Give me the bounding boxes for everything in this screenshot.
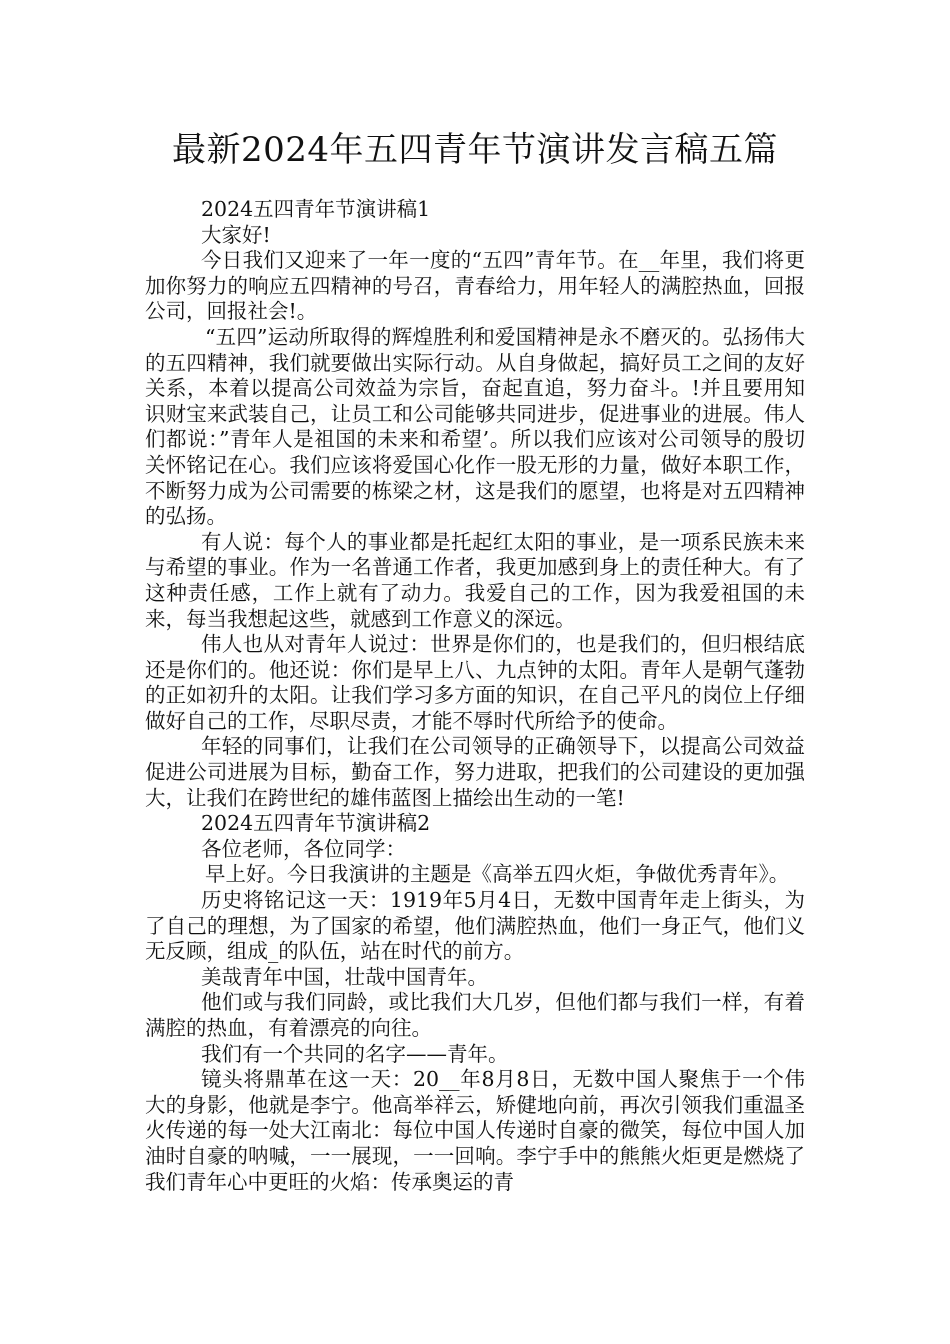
document-title: 最新2024年五四青年节演讲发言稿五篇 xyxy=(171,130,779,170)
paragraph: 镜头将鼎革在这一天：20__年8月8日，无数中国人聚焦于一个伟大的身影，他就是李宁。他高举祥云，矫健地向前，再次引领我们重温圣火传递的每一处大江南北：每位中国人传递时自豪的微笑，每位中国人加油时自豪的呐喊，一一展现，一一回响。李宁手中的熊熊火炬更是燃烧了我们青年心中更旺的火焰：传承奥运的青 xyxy=(145,1067,805,1194)
paragraph: 我们有一个共同的名字——青年。 xyxy=(201,1041,509,1066)
paragraph: 早上好。今日我演讲的主题是《高举五四火炬，争做优秀青年》。 xyxy=(205,862,790,887)
paragraph: 年轻的同事们，让我们在公司领导的正确领导下，以提高公司效益促进公司进展为目标，勤奋工作，努力进取，把我们的公司建设的更加强大，让我们在跨世纪的雄伟蓝图上描绘出生动的一笔! xyxy=(145,734,805,810)
paragraph-greeting-1: 大家好! xyxy=(201,222,271,247)
paragraph: 今日我们又迎来了一年一度的“五四”青年节。在__年里，我们将更加你努力的响应五四精神的号召，青春给力，用年轻人的满腔热血，回报公司，回报社会!。 xyxy=(145,248,805,324)
document-body xyxy=(145,197,805,1195)
paragraph: “五四”运动所取得的辉煌胜利和爱国精神是永不磨灭的。弘扬伟大的五四精神，我们就要做出实际行动。从自身做起，搞好员工之间的友好关系，本着以提高公司效益为宗旨，奋起直追，努力奋斗。!并且要用知识财宝来武装自己，让员工和公司能够共同进步，促进事业的进展。伟人们都说：”青年人是祖国的未来和希望’。所以我们应该对公司领导的殷切关怀铭记在心。我们应该将爱国心化作一股无形的力量，做好本职工作，不断努力成为公司需要的栋梁之材，这是我们的愿望，也将是对五四精神的弘扬。 xyxy=(145,324,805,529)
paragraph-greeting-2: 各位老师，各位同学： xyxy=(201,836,406,861)
paragraph: 历史将铭记这一天：1919年5月4日，无数中国青年走上街头，为了自己的理想，为了国家的希望，他们满腔热血，他们一身正气，他们义无反顾，组成_的队伍，站在时代的前方。 xyxy=(145,888,805,964)
paragraph: 他们或与我们同龄，或比我们大几岁，但他们都与我们一样，有着满腔的热血，有着漂亮的向往。 xyxy=(145,990,805,1040)
section-heading-1: 2024五四青年节演讲稿1 xyxy=(201,197,431,221)
paragraph: 有人说：每个人的事业都是托起红太阳的事业，是一项系民族未来与希望的事业。作为一名普通工作者，我更加感到身上的责任种大。有了这种责任感，工作上就有了动力。我爱自己的工作，因为我爱祖国的未来，每当我想起这些，就感到工作意义的深远。 xyxy=(145,529,805,631)
paragraph: 伟人也从对青年人说过：世界是你们的，也是我们的，但归根结底还是你们的。他还说：你们是早上八、九点钟的太阳。青年人是朝气蓬勃的正如初升的太阳。让我们学习多方面的知识，在自己平凡的岗位上仔细做好自己的工作，尽职尽责，才能不辱时代所给予的使命。 xyxy=(145,632,805,733)
paragraph: 美哉青年中国，壮哉中国青年。 xyxy=(201,964,488,989)
section-heading-2: 2024五四青年节演讲稿2 xyxy=(201,811,431,836)
